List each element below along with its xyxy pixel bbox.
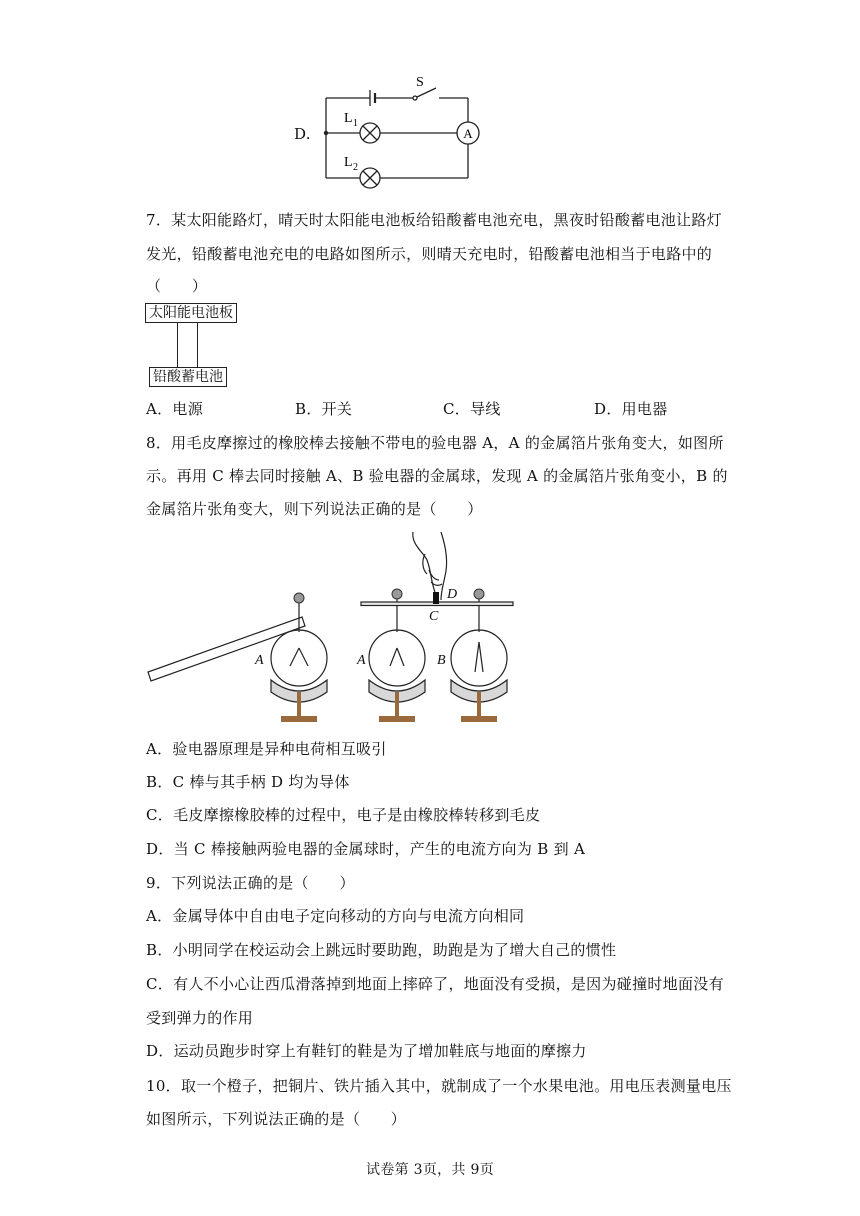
q8-stem-line3: 金属箔片张角变大，则下列说法正确的是（ ） — [146, 500, 483, 518]
q9-stem: 9．下列说法正确的是（ ） — [146, 874, 355, 892]
q7-stem-line1: 7．某太阳能路灯，晴天时太阳能电池板给铅酸蓄电池充电，黑夜时铅酸蓄电池让路灯 — [146, 211, 722, 229]
page-footer: 试卷第 3页，共 9页 — [365, 1162, 494, 1178]
l2-label: L — [344, 155, 353, 170]
q9-option-a: A．金属导体中自由电子定向移动的方向与电流方向相同 — [146, 907, 525, 925]
q8-electroscope-figure — [145, 530, 525, 730]
label-d: D — [447, 587, 458, 602]
label-a2: A — [357, 653, 366, 668]
q9-option-c-line2: 受到弹力的作用 — [146, 1009, 254, 1027]
q8-option-a: A．验电器原理是异种电荷相互吸引 — [146, 740, 387, 758]
q8-option-c: C．毛皮摩擦橡胶棒的过程中，电子是由橡胶棒转移到毛皮 — [146, 806, 541, 824]
q8-option-d: D．当 C 棒接触两验电器的金属球时，产生的电流方向为 B 到 A — [146, 840, 586, 858]
label-b: B — [437, 653, 446, 668]
l1-subscript: 1 — [353, 118, 358, 129]
q7-stem-line3: （ ） — [146, 277, 208, 295]
switch-label: S — [416, 75, 424, 90]
q7-option-c: C．导线 — [443, 400, 501, 418]
q6-option-d-label: D. — [294, 125, 311, 143]
l2-subscript: 2 — [353, 162, 358, 173]
q7-diagram — [145, 303, 255, 389]
q7-option-a: A．电源 — [146, 400, 204, 418]
q7-option-b: B．开关 — [295, 400, 353, 418]
q8-option-b: B．C 棒与其手柄 D 均为导体 — [146, 773, 350, 791]
q10-stem-line1: 10．取一个橙子，把铜片、铁片插入其中，就制成了一个水果电池。用电压表测量电压 — [146, 1077, 732, 1095]
wire-right — [197, 323, 198, 369]
l1-label: L — [344, 111, 353, 126]
wire-left — [177, 323, 178, 369]
q6-circuit-diagram — [318, 70, 488, 190]
q7-option-d: D．用电器 — [594, 400, 668, 418]
ammeter-label: A — [463, 126, 473, 141]
handle-d — [433, 592, 439, 604]
q8-stem-line1: 8．用毛皮摩擦过的橡胶棒去接触不带电的验电器 A，A 的金属箔片张角变大，如图所 — [146, 434, 724, 452]
q9-option-d: D．运动员跑步时穿上有鞋钉的鞋是为了增加鞋底与地面的摩擦力 — [146, 1042, 587, 1060]
q7-stem-line2: 发光，铅酸蓄电池充电的电路如图所示，则晴天充电时，铅酸蓄电池相当于电路中的 — [146, 245, 713, 263]
battery-box: 铅酸蓄电池 — [149, 367, 227, 387]
label-c: C — [429, 609, 439, 624]
solar-panel-box: 太阳能电池板 — [145, 303, 237, 323]
label-a1: A — [255, 653, 264, 668]
q10-stem-line2: 如图所示，下列说法正确的是（ ） — [146, 1110, 407, 1128]
q9-option-c-line1: C．有人不小心让西瓜滑落掉到地面上摔碎了，地面没有受损，是因为碰撞时地面没有 — [146, 975, 724, 993]
q9-option-b: B．小明同学在校运动会上跳远时要助跑，助跑是为了增大自己的惯性 — [146, 941, 617, 959]
q8-stem-line2: 示。再用 C 棒去同时接触 A、B 验电器的金属球，发现 A 的金属箔片张角变小，B 的 — [146, 467, 728, 485]
